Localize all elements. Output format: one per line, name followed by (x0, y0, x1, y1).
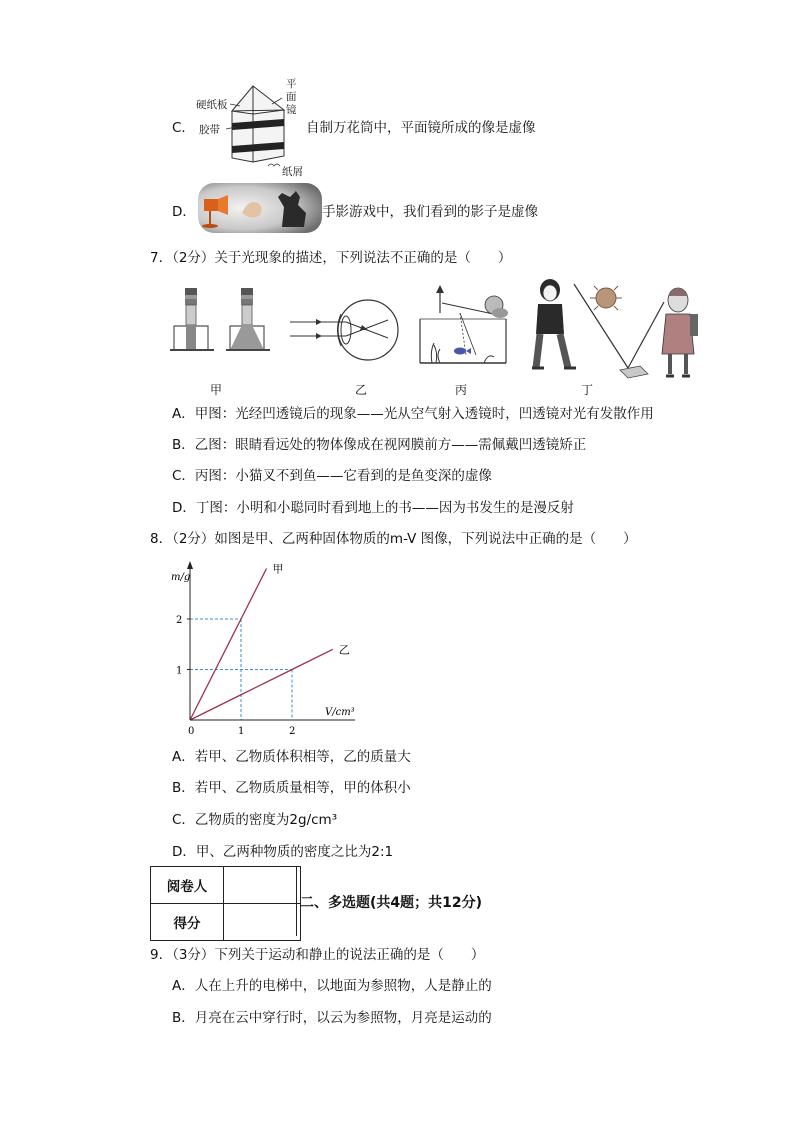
series-label-0: 甲 (272, 562, 284, 576)
y-tick-label-1: 2 (176, 615, 183, 626)
q9-option-a: A．人在上升的电梯中，以地面为参照物，人是静止的 (172, 978, 492, 994)
question-7-stem: 7．（2分）关于光现象的描述，下列说法不正确的是（ ） (150, 250, 512, 266)
q8-option-b: B．若甲、乙物质质量相等，甲的体积小 (172, 780, 411, 796)
option-d-letter: D． (172, 204, 196, 220)
q7-option-b: B．乙图：眼睛看远处的物体像成在视网膜前方——需佩戴凹透镜矫正 (172, 437, 587, 453)
series-label-1: 乙 (338, 643, 350, 657)
series-line-0 (190, 569, 267, 721)
x-tick-label-0: 0 (188, 726, 195, 737)
question-8-stem: 8．（2分）如图是甲、乙两种固体物质的m-V 图像，下列说法中正确的是（ ） (150, 531, 637, 547)
q8-option-a: A．若甲、乙物质体积相等，乙的质量大 (172, 749, 411, 765)
q7-figure-jia-concave (224, 284, 272, 354)
q9-option-b: B．月亮在云中穿行时，以云为参照物，月亮是运动的 (172, 1010, 492, 1026)
x-tick-label-1: 1 (238, 726, 245, 737)
q7-option-c: C．丙图：小猫叉不到鱼——它看到的是鱼变深的虚像 (172, 468, 492, 484)
q7-figure-jia (168, 284, 216, 354)
q7-option-d: D．丁图：小明和小聪同时看到地上的书——因为书发生的是漫反射 (172, 500, 574, 516)
q7-figure-bing-cat-fish (414, 283, 514, 367)
q7-figure-yi-eye (288, 290, 400, 370)
section-2-title: 二、多选题(共4题；共12分) (300, 895, 483, 911)
reviewer-cell (224, 867, 301, 904)
q7-caption-yi: 乙 (354, 383, 367, 397)
q7-figure-ding-people-book (524, 276, 706, 382)
option-c-text: 自制万花筒中，平面镜所成的像是虚像 (306, 120, 536, 136)
series-line-1 (190, 649, 333, 720)
q7-option-a: A．甲图：光经凹透镜后的现象——光从空气射入透镜时，凹透镜对光有发散作用 (172, 406, 654, 422)
tape-label: 胶带 (199, 124, 220, 136)
q8-option-d: D．甲、乙两种物质的密度之比为2:1 (172, 844, 394, 860)
q7-caption-jia: 甲 (209, 383, 222, 397)
y-axis-label: m/g (171, 572, 191, 583)
y-axis-arrow (187, 561, 193, 569)
mv-graph-svg (165, 553, 365, 743)
mv-graph (165, 553, 365, 743)
paper-scraps-label: 纸屑 (282, 166, 303, 178)
score-cell (224, 904, 301, 941)
plane-mirror-label: 平面镜 (286, 78, 297, 116)
x-tick-label-2: 2 (289, 726, 296, 737)
option-d-text: 手影游戏中，我们看到的影子是虚像 (322, 204, 538, 220)
q8-option-c: C．乙物质的密度为2g/cm³ (172, 812, 338, 828)
y-tick-label-0: 1 (176, 665, 183, 677)
question-9-stem: 9．（3分）下列关于运动和静止的说法正确的是（ ） (150, 947, 485, 963)
reviewer-label: 阅卷人 (151, 867, 224, 904)
grader-score-table (150, 866, 301, 941)
cardboard-label: 硬纸板 (196, 99, 228, 111)
section-header-divider (296, 866, 298, 936)
q7-caption-bing: 丙 (454, 383, 467, 397)
hand-shadow-figure (198, 183, 322, 233)
x-axis-label: V/cm³ (325, 707, 355, 718)
q7-caption-ding: 丁 (580, 383, 593, 397)
score-label: 得分 (151, 904, 224, 941)
option-c-letter: C． (172, 120, 195, 136)
